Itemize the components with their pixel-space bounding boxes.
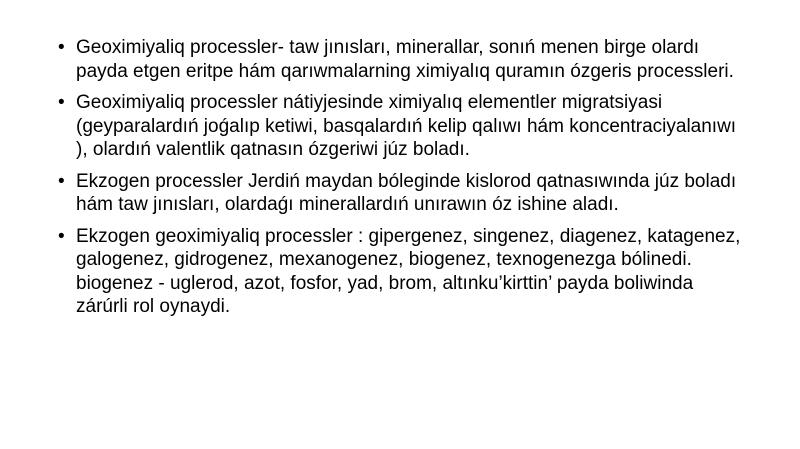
bullet-text: Geoximiyaliq processler nátiyjesinde ximiyalıq elementler migratsiyasi (geyparalardıń joǵalıp ketiwi, basqalardıń kelip qalıwı hám koncentraciyalanıwı ), olardıń valentlik qatnasın ózgeriwi júz boladı.: [76, 92, 737, 160]
bullet-item-migration: [58, 91, 748, 162]
bullet-icon: •: [58, 92, 65, 113]
bullet-item-exogenous-processes: [58, 170, 748, 217]
bullet-item-geochemical-processes: [58, 36, 748, 83]
bullet-icon: •: [58, 170, 65, 192]
bullet-list: [58, 36, 748, 327]
bullet-icon: •: [58, 37, 65, 58]
bullet-text: Ekzogen geoximiyaliq processler : gipergenez, singenez, diagenez, katagenez, galogenez, gidrogenez, mexanogenez, biogenez, texnogenezga bólinedi. biogenez - uglerod, azot, fosfor, yad, brom, altınku’kirttin’ payda boliwinda zárúrli rol oynaydi.: [76, 225, 741, 317]
bullet-icon: •: [58, 225, 65, 247]
bullet-text: Ekzogen processler Jerdiń maydan bóleginde kislorod qatnasıwında júz boladı hám taw jınısları, olardaǵı minerallardıń unırawın óz ishine aladı.: [76, 170, 737, 215]
bullet-item-exogenous-types: [58, 225, 748, 319]
bullet-text: Geoximiyaliq processler- taw jınısları, minerallar, sonıń menen birge olardı payda etgen eritpe hám qarıwmalarning ximiyalıq quramın ózgeris processleri.: [76, 37, 734, 82]
